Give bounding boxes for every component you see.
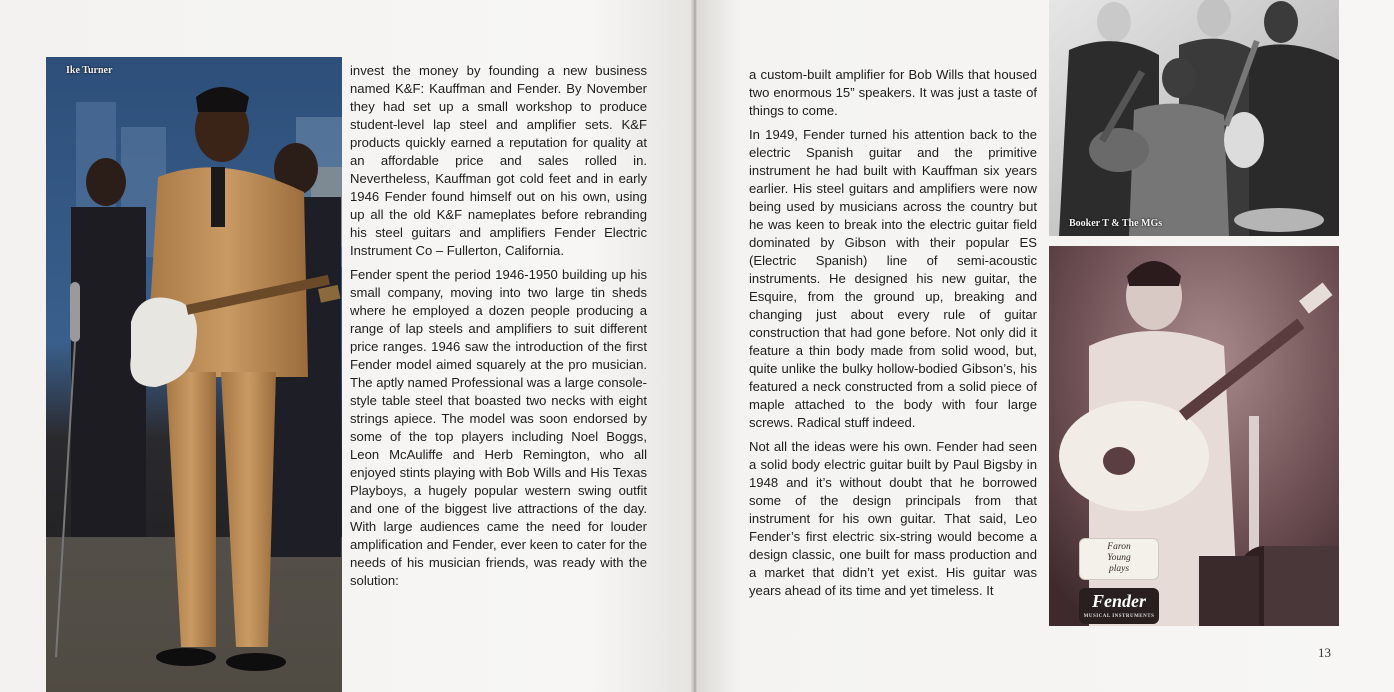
fender-logo-badge bbox=[1079, 588, 1159, 624]
fender-logo-subtitle: MUSICAL INSTRUMENTS bbox=[1083, 614, 1155, 619]
paragraph: Fender spent the period 1946-1950 building up his small company, moving into two large tin sheds where he employed a dozen people producing a range of lap steels and amplifiers to suit different price ranges. 1946 saw the introduction of the first Fender model aimed squarely at the pro musician. The aptly named Professional was a large console-style table steel that boasted two necks with eight strings apiece. The model was soon endorsed by some of the top players including Noel Boggs, Leon McAuliffe and Herb Remington, who all enjoyed stints playing with Bob Wills and His Texas Playboys, a hugely popular western swing outfit and one of the biggest live attractions of the day. With large audiences came the need for louder amplification and Fender, ever keen to cater for the needs of his musician friends, was ready with the solution: bbox=[350, 267, 647, 588]
page-number: 13 bbox=[1318, 645, 1331, 660]
fender-logo-text: Fender bbox=[1092, 591, 1146, 611]
ike-turner-caption: Ike Turner bbox=[66, 65, 113, 76]
right-text-column bbox=[749, 66, 1037, 606]
faron-caption-line: plays bbox=[1108, 564, 1130, 574]
booker-t-mgs-caption: Booker T & The MGs bbox=[1069, 218, 1163, 229]
faron-young-plays-card bbox=[1079, 538, 1159, 580]
faron-caption-line: Young bbox=[1107, 553, 1131, 563]
left-page bbox=[0, 0, 693, 692]
paragraph: Not all the ideas were his own. Fender had seen a solid body electric guitar built by Paul Bigsby in 1948 and it’s without doubt that he borrowed some of the design principals from that instrument for his own guitar. That said, Leo Fender’s first electric six-string would become a design classic, one built for mass production and a market that didn’t yet exist. His guitar was years ahead of its time and yet timeless. It bbox=[749, 439, 1037, 598]
booker-t-mgs-photo bbox=[1049, 0, 1339, 236]
paragraph: invest the money by founding a new business named K&F: Kauffman and Fender. By November they had set up a small workshop to produce student-level lap steel and amplifier sets. K&F products quickly earned a reputation for quality at an affordable price and sales rolled in. Nevertheless, Kauffman got cold feet and in early 1946 Fender found himself out on his own, using up all the old K&F nameplates before rebranding his steel guitars and amplifiers Fender Electric Instrument Co – Fullerton, California. bbox=[350, 63, 647, 258]
faron-caption-line: Faron bbox=[1107, 542, 1131, 552]
paragraph: In 1949, Fender turned his attention back to the electric Spanish guitar and the primitive instrument he had built with Kauffman six years earlier. His steel guitars and amplifiers were now being used by musicians across the country but he was keen to break into the electric guitar field dominated by Gibson with their popular ES (Electric Spanish) line of semi-acoustic instruments. He designed his new guitar, the Esquire, from the ground up, breaking and changing just about every rule of guitar construction that had gone before. Not only did it feature a thin body made from solid wood, but, quite unlike the bulky hollow-bodied Gibson’s, his featured a neck constructed from a solid piece of maple attached to the body with four large screws. Radical stuff indeed. bbox=[749, 127, 1037, 430]
paragraph: a custom-built amplifier for Bob Wills that housed two enormous 15” speakers. It was just a taste of things to come. bbox=[749, 67, 1037, 118]
faron-young-photo bbox=[1049, 246, 1339, 626]
ike-turner-photo bbox=[46, 57, 342, 692]
left-text-column bbox=[350, 62, 647, 596]
